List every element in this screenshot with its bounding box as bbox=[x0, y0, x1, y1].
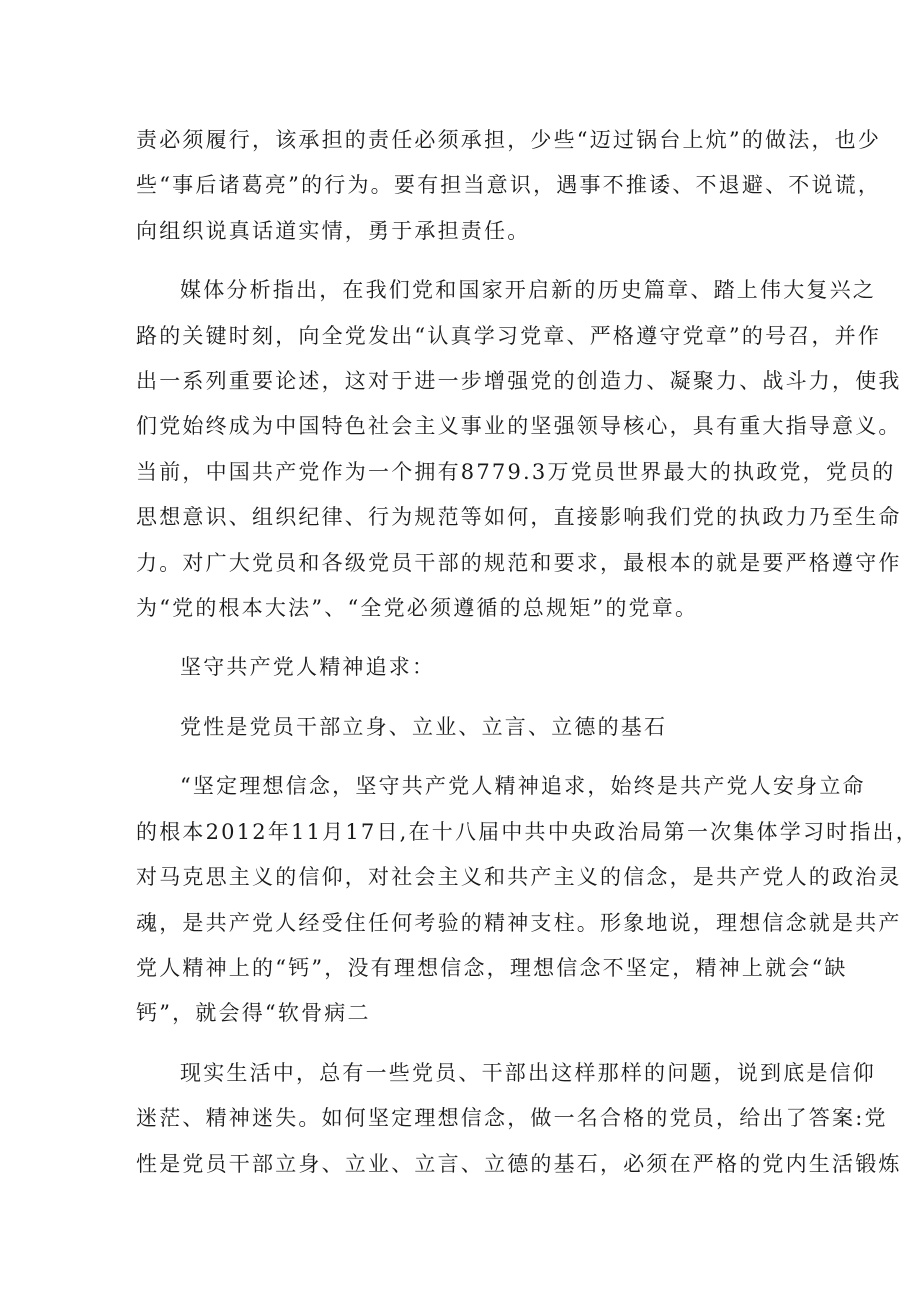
text-line: 魂，是共产党人经受住任何考验的精神支柱。形象地说，理想信念就是共产 bbox=[136, 910, 902, 935]
paragraph-6 bbox=[136, 1051, 902, 1187]
text-line: 路的关键时刻，向全党发出“认真学习党章、严格遵守党章”的号召，并作 bbox=[136, 323, 882, 348]
document-body bbox=[136, 118, 919, 1187]
text-line: 现实生活中，总有一些党员、干部出这样那样的问题，说到底是信仰 bbox=[180, 1060, 876, 1085]
text-line: 迷茫、精神迷失。如何坚定理想信念，做一名合格的党员，给出了答案:党 bbox=[136, 1106, 888, 1131]
text-line: 些“事后诸葛亮”的行为。要有担当意识，遇事不推诿、不退避、不说谎， bbox=[136, 173, 882, 198]
text-line: 当前，中国共产党作为一个拥有8779.3万党员世界最大的执政党，党员的 bbox=[136, 459, 896, 484]
text-line: 对马克思主义的信仰，对社会主义和共产主义的信念，是共产党人的政治灵 bbox=[136, 865, 902, 890]
text-line: 责必须履行，该承担的责任必须承担，少些“迈过锅台上炕”的做法，也少 bbox=[136, 128, 882, 152]
text-line: 向组织说真话道实情，勇于承担责任。 bbox=[136, 218, 531, 243]
text-line: 党人精神上的“钙”，没有理想信念，理想信念不坚定，精神上就会“缺 bbox=[136, 955, 848, 980]
paragraph-gap bbox=[136, 750, 796, 764]
text-line: 思想意识、组织纪律、行为规范等如何，直接影响我们党的执政力乃至生命 bbox=[136, 505, 902, 530]
paragraph-gap bbox=[136, 254, 796, 268]
paragraph-gap bbox=[136, 1037, 796, 1051]
section-subheading: 党性是党员干部立身、立业、立言、立德的基石 bbox=[180, 714, 668, 739]
text-line: 出一系列重要论述，这对于进一步增强党的创造力、凝聚力、战斗力，使我 bbox=[136, 369, 902, 394]
paragraph-5 bbox=[136, 764, 919, 1036]
text-line: 为“党的根本大法”、“全党必须遵循的总规矩”的党章。 bbox=[136, 596, 699, 621]
text-line: 媒体分析指出，在我们党和国家开启新的历史篇章、踏上伟大复兴之 bbox=[180, 278, 876, 303]
text-line: “坚定理想信念，坚守共产党人精神追求，始终是共产党人安身立命 bbox=[180, 774, 866, 799]
text-line: 的根本2012年11月17日,在十八届中共中央政治局第一次集体学习时指出， bbox=[136, 819, 919, 844]
paragraph-4 bbox=[136, 705, 796, 750]
paragraph-gap bbox=[136, 691, 796, 705]
paragraph-3 bbox=[136, 645, 796, 690]
text-line: 性是党员干部立身、立业、立言、立德的基石，必须在严格的党内生活锻炼 bbox=[136, 1151, 902, 1176]
text-line: 们党始终成为中国特色社会主义事业的坚强领导核心，具有重大指导意义。 bbox=[136, 414, 902, 439]
text-line: 钙”，就会得“软骨病二 bbox=[136, 1001, 371, 1026]
section-heading: 坚守共产党人精神追求： bbox=[180, 655, 436, 680]
text-line: 力。对广大党员和各级党员干部的规范和要求，最根本的就是要严格遵守作 bbox=[136, 550, 902, 575]
paragraph-gap bbox=[136, 631, 796, 645]
paragraph-1 bbox=[136, 118, 882, 254]
paragraph-2 bbox=[136, 268, 902, 631]
